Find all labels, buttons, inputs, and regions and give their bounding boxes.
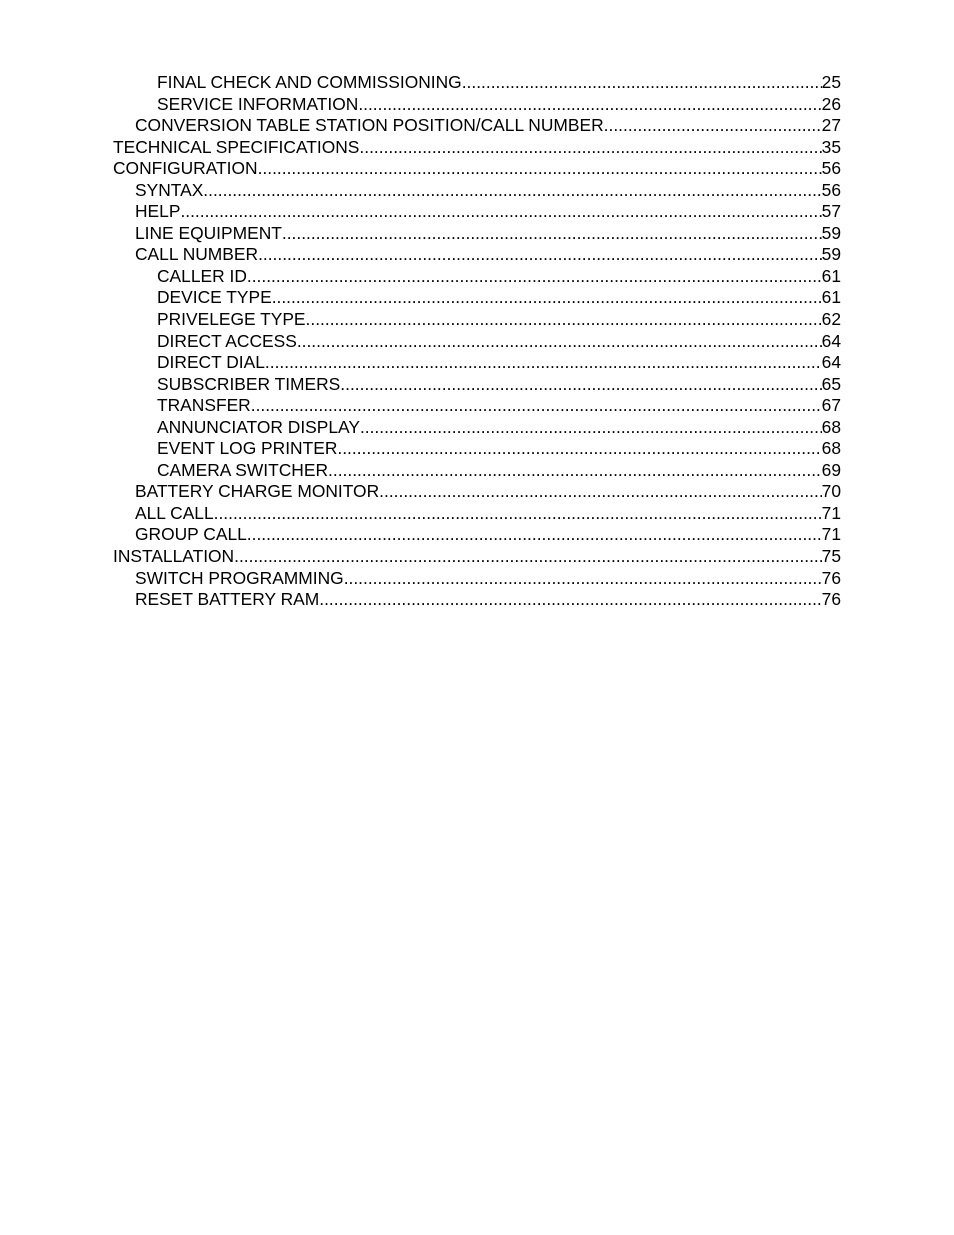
toc-entry-title: CAMERA SWITCHER <box>157 459 329 480</box>
toc-entry[interactable] <box>0 395 954 417</box>
toc-dot-leader <box>297 331 822 353</box>
toc-entry-page-number: 64 <box>821 330 841 351</box>
toc-entry[interactable] <box>0 115 954 137</box>
toc-dot-leader <box>258 158 822 180</box>
toc-entry-line <box>135 524 841 546</box>
toc-entry-title: CONFIGURATION <box>113 158 258 179</box>
toc-entry-page-number: 27 <box>821 115 841 136</box>
toc-entry-line <box>135 201 841 223</box>
toc-entry-page-number: 71 <box>821 502 841 523</box>
toc-entry-line <box>135 503 841 525</box>
toc-entry-line <box>157 352 841 374</box>
toc-entry-page-number: 59 <box>821 244 841 265</box>
toc-dot-leader <box>258 244 822 266</box>
toc-entry[interactable] <box>0 352 954 374</box>
toc-entry-line <box>157 309 841 331</box>
toc-entry[interactable] <box>0 417 954 439</box>
table-of-contents <box>0 72 954 611</box>
toc-entry-page-number: 65 <box>821 373 841 394</box>
toc-entry-title: GROUP CALL <box>135 524 247 545</box>
toc-entry[interactable] <box>0 481 954 503</box>
toc-entry-page-number: 61 <box>821 287 841 308</box>
toc-entry-page-number: 25 <box>821 72 841 92</box>
toc-dot-leader <box>462 72 822 94</box>
toc-entry[interactable] <box>0 158 954 180</box>
toc-entry-line <box>157 460 841 482</box>
toc-entry-page-number: 56 <box>821 179 841 200</box>
toc-entry-title: INSTALLATION <box>113 546 235 567</box>
toc-entry[interactable] <box>0 309 954 331</box>
toc-entry-title: DIRECT DIAL <box>157 352 265 373</box>
toc-dot-leader <box>340 374 821 396</box>
toc-entry-line <box>135 481 841 503</box>
toc-entry[interactable] <box>0 94 954 116</box>
toc-entry-title: PRIVELEGE TYPE <box>157 309 306 330</box>
toc-dot-leader <box>247 266 822 288</box>
toc-entry-title: CONVERSION TABLE STATION POSITION/CALL NUMBER <box>135 115 604 136</box>
toc-entry[interactable] <box>0 460 954 482</box>
toc-entry-page-number: 75 <box>821 546 841 567</box>
toc-entry-line <box>157 374 841 396</box>
toc-entry[interactable] <box>0 244 954 266</box>
toc-entry-title: LINE EQUIPMENT <box>135 222 282 243</box>
toc-entry-page-number: 57 <box>821 201 841 222</box>
toc-entry-line <box>113 546 841 568</box>
toc-dot-leader <box>265 352 822 374</box>
toc-dot-leader <box>234 546 822 568</box>
toc-dot-leader <box>344 568 822 590</box>
toc-entry-page-number: 69 <box>821 459 841 480</box>
toc-entry-title: ALL CALL <box>135 502 214 523</box>
toc-dot-leader <box>358 94 821 116</box>
toc-entry-title: EVENT LOG PRINTER <box>157 438 338 459</box>
toc-entry[interactable] <box>0 331 954 353</box>
toc-entry[interactable] <box>0 546 954 568</box>
toc-entry-title: BATTERY CHARGE MONITOR <box>135 481 380 502</box>
toc-dot-leader <box>337 438 821 460</box>
toc-entry-title: TECHNICAL SPECIFICATIONS <box>113 136 360 157</box>
toc-entry-page-number: 68 <box>821 438 841 459</box>
toc-entry-title: RESET BATTERY RAM <box>135 589 320 610</box>
toc-entry[interactable] <box>0 180 954 202</box>
toc-entry-title: SYNTAX <box>135 179 204 200</box>
toc-entry-page-number: 35 <box>821 136 841 157</box>
toc-entry[interactable] <box>0 137 954 159</box>
toc-entry-title: FINAL CHECK AND COMMISSIONING <box>157 72 462 92</box>
toc-entry-line <box>157 331 841 353</box>
toc-dot-leader <box>214 503 822 525</box>
toc-entry[interactable] <box>0 568 954 590</box>
toc-entry-title: HELP <box>135 201 181 222</box>
toc-entry-page-number: 56 <box>821 158 841 179</box>
toc-entry-line <box>113 137 841 159</box>
toc-entry-line <box>135 115 841 137</box>
toc-entry-line <box>135 568 841 590</box>
toc-entry-line <box>135 589 841 611</box>
toc-entry-title: SERVICE INFORMATION <box>157 93 359 114</box>
toc-entry-title: CALLER ID <box>157 265 247 286</box>
toc-entry-page-number: 26 <box>821 93 841 114</box>
toc-entry[interactable] <box>0 223 954 245</box>
toc-entry-page-number: 64 <box>821 352 841 373</box>
toc-entry-title: CALL NUMBER <box>135 244 259 265</box>
toc-entry[interactable] <box>0 589 954 611</box>
toc-entry-page-number: 76 <box>821 589 841 610</box>
toc-entry-title: TRANSFER <box>157 395 251 416</box>
toc-dot-leader <box>247 524 822 546</box>
toc-entry-title: SWITCH PROGRAMMING <box>135 567 344 588</box>
toc-entry-line <box>157 438 841 460</box>
toc-entry[interactable] <box>0 266 954 288</box>
toc-entry-line <box>113 158 841 180</box>
toc-dot-leader <box>328 460 822 482</box>
toc-dot-leader <box>319 589 821 611</box>
toc-entry-page-number: 61 <box>821 265 841 286</box>
toc-dot-leader <box>272 287 822 309</box>
toc-entry[interactable] <box>0 524 954 546</box>
toc-entry[interactable] <box>0 201 954 223</box>
toc-dot-leader <box>379 481 822 503</box>
toc-entry-line <box>135 223 841 245</box>
toc-entry-page-number: 70 <box>821 481 841 502</box>
toc-dot-leader <box>251 395 822 417</box>
toc-dot-leader <box>282 223 822 245</box>
toc-entry[interactable] <box>0 287 954 309</box>
toc-entry-page-number: 68 <box>821 416 841 437</box>
toc-dot-leader <box>604 115 822 137</box>
toc-entry-line <box>157 94 841 116</box>
toc-entry-line <box>157 72 841 94</box>
toc-entry[interactable] <box>0 374 954 396</box>
toc-entry-page-number: 59 <box>821 222 841 243</box>
toc-entry-title: DEVICE TYPE <box>157 287 272 308</box>
toc-entry-line <box>135 244 841 266</box>
toc-entry-page-number: 76 <box>821 567 841 588</box>
toc-dot-leader <box>180 201 821 223</box>
toc-entry-line <box>157 417 841 439</box>
toc-entry[interactable] <box>0 72 954 94</box>
toc-entry-line <box>135 180 841 202</box>
toc-dot-leader <box>203 180 821 202</box>
toc-entry[interactable] <box>0 438 954 460</box>
toc-entry-line <box>157 287 841 309</box>
toc-dot-leader <box>359 137 821 159</box>
toc-entry[interactable] <box>0 503 954 525</box>
toc-dot-leader <box>360 417 822 439</box>
toc-entry-page-number: 62 <box>821 309 841 330</box>
toc-entry-line <box>157 266 841 288</box>
toc-dot-leader <box>306 309 822 331</box>
toc-entry-page-number: 67 <box>821 395 841 416</box>
toc-entry-title: ANNUNCIATOR DISPLAY <box>157 416 360 437</box>
toc-entry-title: SUBSCRIBER TIMERS <box>157 373 341 394</box>
toc-entry-title: DIRECT ACCESS <box>157 330 297 351</box>
toc-entry-page-number: 71 <box>821 524 841 545</box>
toc-entry-line <box>157 395 841 417</box>
